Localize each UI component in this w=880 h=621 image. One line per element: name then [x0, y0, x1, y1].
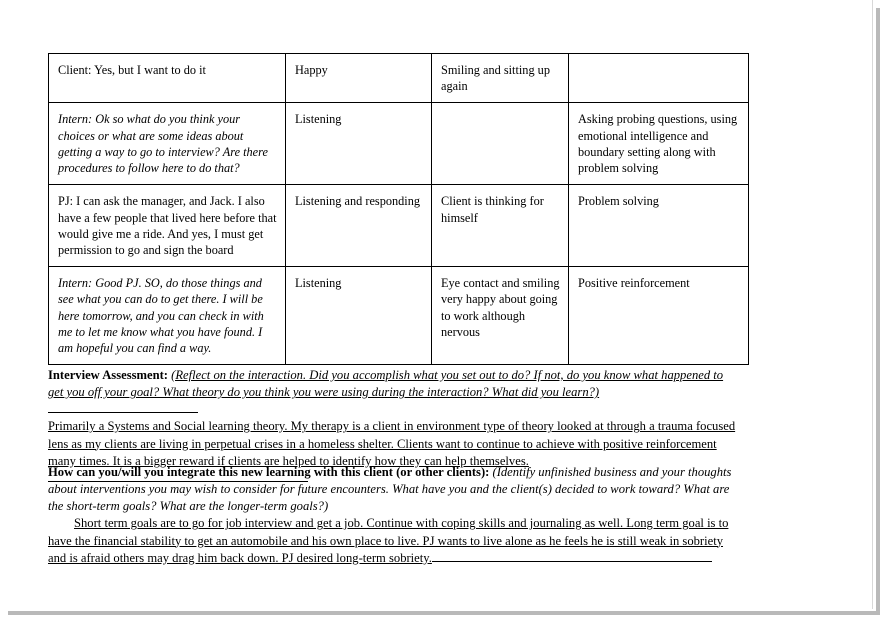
dialogue-cell: PJ: I can ask the manager, and Jack. I also have a few people that lived here before that would give me a ride. And yes, I must get permission to go and sign the board — [49, 185, 286, 267]
observation-cell: Eye contact and smiling very happy about going to work although nervous — [432, 267, 569, 365]
dialogue-cell: Intern: Ok so what do you think your choices or what are some ideas about getting a way to go to interview? Are there procedures to follow here to do that? — [49, 103, 286, 185]
technique-cell: Positive reinforcement — [569, 267, 749, 365]
interview-assessment-heading: Interview Assessment: — [48, 368, 168, 382]
blank-rule — [48, 402, 198, 414]
skill-cell: Happy — [286, 54, 432, 103]
dialogue-cell: Intern: Good PJ. SO, do those things and see what you can do to get there. I will be here tomorrow, and you can check in with me to let me know what you have found. I am hopeful you can find a way. — [49, 267, 286, 365]
page-shadow-bottom — [8, 611, 880, 615]
integration-section — [48, 464, 738, 567]
table-row — [49, 103, 749, 185]
table-row — [49, 54, 749, 103]
page-shadow-right — [876, 8, 880, 615]
integration-heading: How can you/will you integrate this new learning with this client (or other clients): — [48, 465, 490, 479]
observation-cell: Smiling and sitting up again — [432, 54, 569, 103]
integration-heading-block — [48, 464, 738, 515]
interview-assessment-heading-block — [48, 367, 738, 418]
integration-answer-block — [48, 515, 738, 566]
technique-cell — [569, 54, 749, 103]
observation-cell — [432, 103, 569, 185]
dialogue-cell: Client: Yes, but I want to do it — [49, 54, 286, 103]
interview-assessment-prompt: (Reflect on the interaction. Did you accomplish what you set out to do? If not, do you know what happened to get you off your goal? What theory do you think you were using during the interaction? What did you learn?) — [48, 368, 724, 400]
interview-assessment-answer: Primarily a Systems and Social learning theory. My therapy is a client in environment type of theory looked at through a trauma focused lens as my clients are living in perpetual crises in a homeless shelter. Clients want to continue to achieve with positive reinforcement many times. It is a bigger reward if clients are helped to identify how they can help themselves. — [48, 419, 736, 468]
integration-answer: Short term goals are to go for job interview and get a job. Continue with coping skills and journaling as well. Long term goal is to have the financial stability to get an automobile and his own place to live. PJ wants to live alone as he feels he is still weak in sobriety and is afraid others may drag him back down. PJ desired long-term sobriety. — [48, 516, 729, 565]
table-row — [49, 185, 749, 267]
interview-transcript-table — [48, 53, 749, 365]
skill-cell: Listening — [286, 267, 432, 365]
table-row — [49, 267, 749, 365]
technique-cell: Problem solving — [569, 185, 749, 267]
skill-cell: Listening and responding — [286, 185, 432, 267]
skill-cell: Listening — [286, 103, 432, 185]
technique-cell: Asking probing questions, using emotional intelligence and boundary setting along with problem solving — [569, 103, 749, 185]
observation-cell: Client is thinking for himself — [432, 185, 569, 267]
blank-rule — [432, 550, 712, 562]
integration-prompt: (Identify unfinished business and your thoughts about interventions you may wish to consider for future encounters. What have you and the client(s) decided to work toward? What are the short-term goals? What are the longer-term goals?) — [48, 465, 732, 514]
